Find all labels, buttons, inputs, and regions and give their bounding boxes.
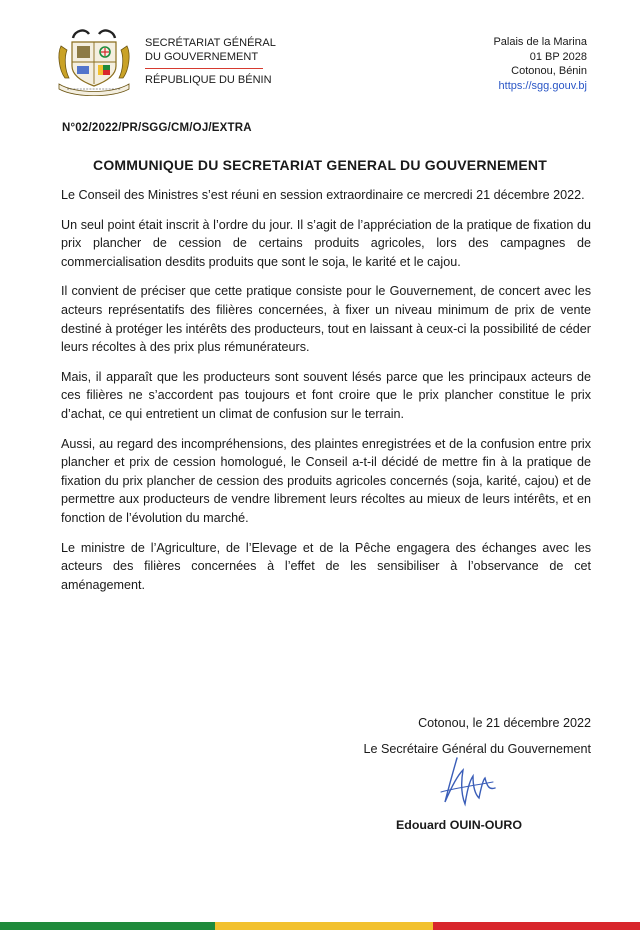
communique-body [61,186,591,605]
letterhead [55,26,595,101]
paragraph: Aussi, au regard des incompréhensions, des plaintes enregistrées et de la confusion entre prix plancher et prix de cession homologué, le Conseil a-t-il décidé de mettre fin à la pratique de fixation du prix plancher de cession des produits agricoles concernés (soja, karité, cajou) et de permettre aux producteurs de vendre librement leurs récoltes au mieux de leurs intérêts, et en fonction de l’évolution du marché. [61,436,591,525]
signatory-title: Le Secrétaire Général du Gouvernement [363,742,591,756]
flag-color-bar [0,922,640,930]
paragraph: Il convient de préciser que cette pratique consiste pour le Gouvernement, de concert avec les acteurs représentatifs des filières concernées, à fixer un niveau minimum de prix de vente destiné à protéger les intérêts des producteurs, tout en laissant à ceux-ci la possibilité de céder leurs récoltes à des prix plus rémunérateurs. [61,284,591,355]
flag-yellow-segment [215,922,433,930]
place-and-date: Cotonou, le 21 décembre 2022 [418,716,591,730]
country-name: RÉPUBLIQUE DU BÉNIN [145,74,272,86]
address-line2: 01 BP 2028 [529,50,587,63]
signatory-name: Edouard OUIN-OURO [396,818,522,832]
org-name-line1: SECRÉTARIAT GÉNÉRAL [145,37,276,49]
paragraph: Un seul point était inscrit à l’ordre du jour. Il s’agit de l’appréciation de la pratique de fixation du prix plancher de cession de certains produits agricoles, lors des campagnes de commercialisation desdits produits que sont le soja, le karité et le cajou. [61,217,591,269]
paragraph: Le Conseil des Ministres s’est réuni en session extraordinaire ce mercredi 21 décembre 2022. [61,188,585,202]
address-line1: Palais de la Marina [493,36,587,48]
website-link[interactable]: https://sgg.gouv.bj [498,79,587,92]
reference-number: N°02/2022/PR/SGG/CM/OJ/EXTRA [62,122,252,134]
address-block [493,35,587,93]
org-name-line2: DU GOUVERNEMENT [145,51,259,63]
flag-red-segment [433,922,640,930]
coat-of-arms-emblem [55,26,133,96]
paragraph: Le ministre de l’Agriculture, de l’Elevage et de la Pêche engagera des échanges avec les acteurs des filières concernées à l’effet de les sensibiliser à l’observance de cet aménagement. [61,540,591,592]
address-line3: Cotonou, Bénin [511,65,587,77]
flag-green-segment [0,922,215,930]
issuer-block [145,36,276,87]
communique-title: COMMUNIQUE DU SECRETARIAT GENERAL DU GOUVERNEMENT [93,157,547,173]
handwritten-signature [435,752,505,816]
paragraph: Mais, il apparaît que les producteurs sont souvent lésés parce que les principaux acteurs de ces filières ne s’accordent pas toujours et font croire que le prix plancher constitue le prix d’achat, ce qui entretient un climat de confusion sur le terrain. [61,369,591,421]
header-divider [145,68,263,69]
